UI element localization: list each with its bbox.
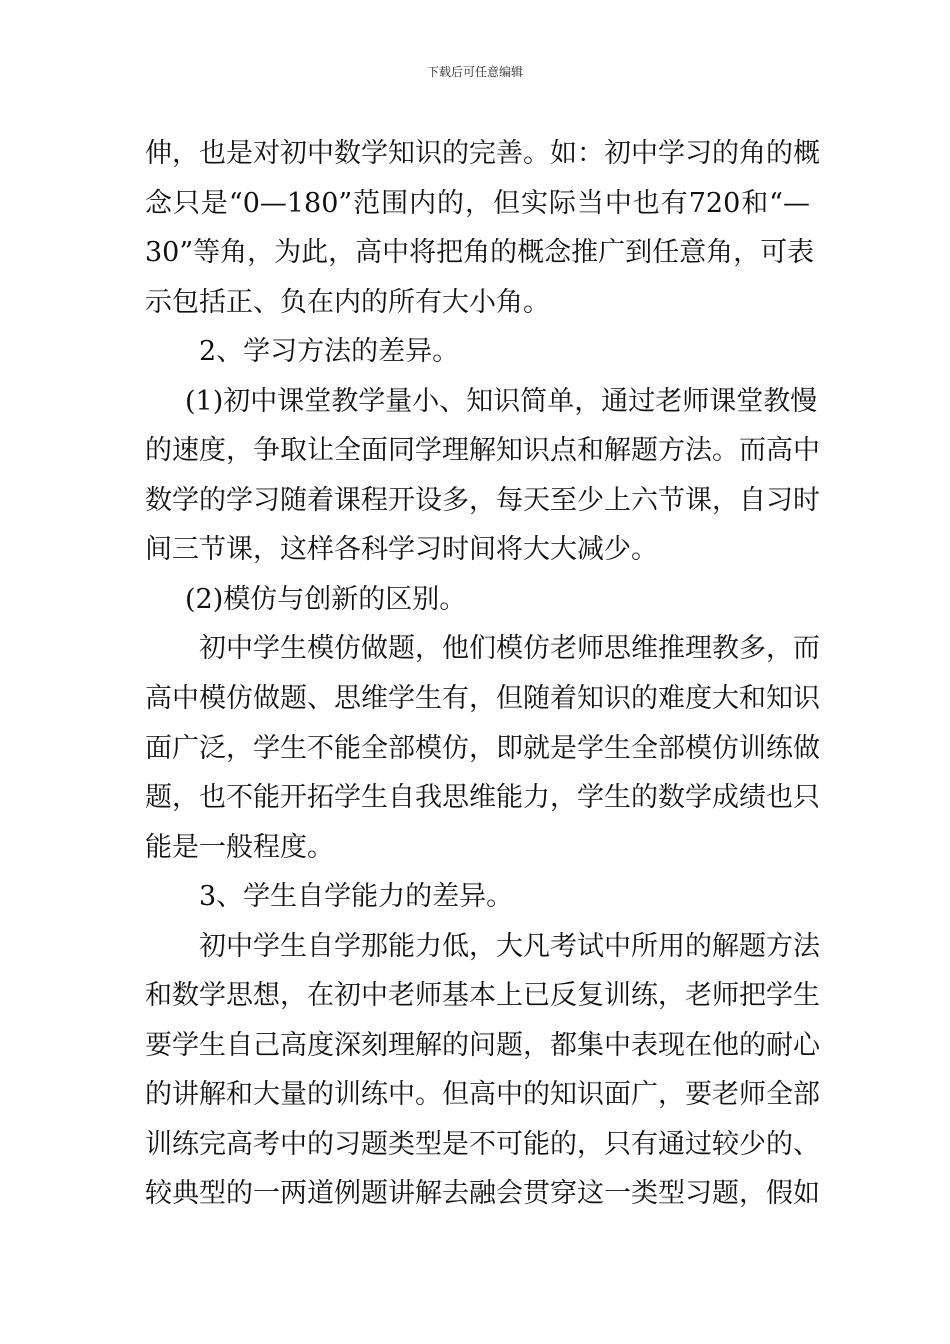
- page-header: 下载后可任意编辑: [426, 65, 523, 79]
- body-text: [145, 129, 820, 1219]
- text-line: 示包括正、负在内的所有大小角。: [145, 286, 550, 318]
- text-line: 的讲解和大量的训练中。但高中的知识面广，要老师全部: [145, 1079, 820, 1111]
- text-line: 初中学生自学那能力低，大凡考试中所用的解题方法: [199, 930, 820, 962]
- text-line: (1)初中课堂教学量小、知识简单，通过老师课堂教慢: [185, 385, 818, 417]
- text-line: 面广泛，学生不能全部模仿，即就是学生全部模仿训练做: [145, 732, 820, 764]
- text-line: 能是一般程度。: [145, 831, 334, 863]
- text-line: 较典型的一两道例题讲解去融会贯穿这一类型习题，假如: [145, 1178, 820, 1210]
- text-line: 2、学习方法的差异。: [199, 336, 460, 368]
- text-line: 初中学生模仿做题，他们模仿老师思维推理教多，而: [199, 633, 820, 665]
- text-line: 的速度，争取让全面同学理解知识点和解题方法。而高中: [145, 435, 820, 467]
- text-line: 念只是“0—180”范围内的，但实际当中也有720和“—: [145, 187, 810, 219]
- text-line: 要学生自己高度深刻理解的问题，都集中表现在他的耐心: [145, 1029, 820, 1061]
- text-line: (2)模仿与创新的区别。: [185, 583, 467, 615]
- text-line: 30”等角，为此，高中将把角的概念推广到任意角，可表: [145, 237, 815, 269]
- text-line: 数学的学习随着课程开设多，每天至少上六节课，自习时: [145, 484, 820, 516]
- text-line: 伸，也是对初中数学知识的完善。如：初中学习的角的概: [145, 138, 820, 169]
- text-line: 训练完高考中的习题类型是不可能的，只有通过较少的、: [145, 1128, 820, 1160]
- text-line: 3、学生自学能力的差异。: [199, 881, 514, 913]
- text-line: 高中模仿做题、思维学生有，但随着知识的难度大和知识: [145, 683, 820, 715]
- text-line: 间三节课，这样各科学习时间将大大减少。: [145, 534, 658, 566]
- text-line: 题，也不能开拓学生自我思维能力，学生的数学成绩也只: [145, 782, 820, 814]
- text-line: 和数学思想，在初中老师基本上已反复训练，老师把学生: [145, 980, 820, 1012]
